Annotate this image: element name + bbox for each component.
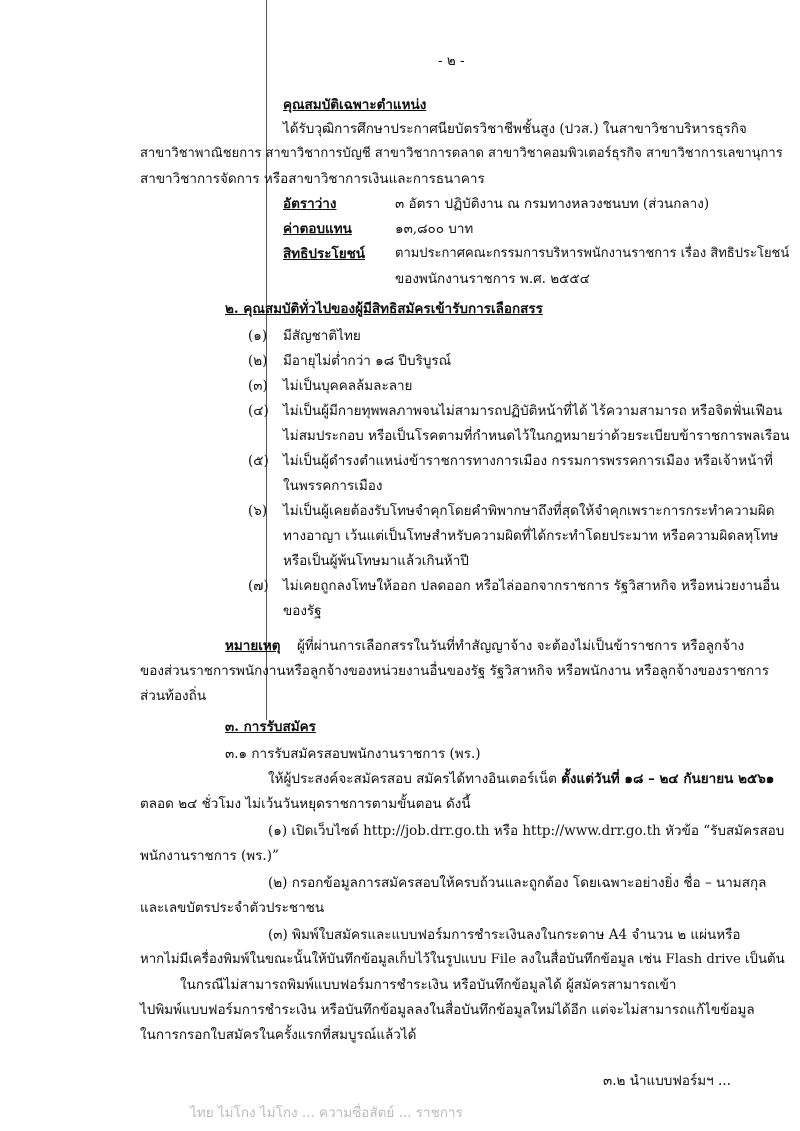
section2-heading: ๒. คุณสมบัติทั่วไปของผู้มีสิทธิสมัครเข้ารับการเลือกสรร [225,301,543,317]
item-6-text-2: ทางอาญา เว้นแต่เป็นโทษสำหรับความผิดที่ได้กระทำโดยประมาท หรือความผิดลหุโทษ [283,528,779,544]
benefits-value: ตามประกาศคณะกรรมการบริหารพนักงานราชการ เรื่อง สิทธิประโยชน์ [395,246,790,261]
item-7-num: (๗) [248,578,269,594]
step-1-line-2: พนักงานราชการ (พร.)” [140,848,279,864]
item-7-text-2: ของรัฐ [283,603,322,619]
qualifications-line-1: ได้รับวุฒิการศึกษาประกาศนียบัตรวิชาชีพชั้นสูง (ปวส.) ในสาขาวิชาบริหารธุรกิจ [283,121,747,137]
application-dates: ตั้งแต่วันที่ ๑๘ – ๒๔ กันยายน ๒๕๖๑ [561,771,775,787]
item-5-text-1: ไม่เป็นผู้ดำรงตำแหน่งข้าราชการทางการเมือง กรรมการพรรคการเมือง หรือเจ้าหน้าที่ [283,453,773,469]
continuation-text: ๓.๒ นำแบบฟอร์มฯ ... [603,1073,731,1089]
step-3-line-3: ในกรณีไม่สามารถพิมพ์แบบฟอร์มการชำระเงิน หรือบันทึกข้อมูลได้ ผู้สมัครสามารถเข้า [180,977,677,993]
step-3-line-1: (๓) พิมพ์ใบสมัครและแบบฟอร์มการชำระเงินลงในกระดาษ A4 จำนวน ๒ แผ่นหรือ [268,927,741,943]
item-1-num: (๑) [248,328,268,344]
item-5-text-2: ในพรรคการเมือง [283,478,383,494]
item-6-num: (๖) [248,503,268,519]
step-2-line-2: และเลขบัตรประจำตัวประชาชน [140,900,325,916]
faded-footer: ไทย ไม่โกง ไม่โกง ... ความซื่อสัตย์ ... ราชการ [190,1105,463,1121]
qualifications-line-3: สาขาวิชาการจัดการ หรือสาขาวิชาการเงินและการธนาคาร [140,171,485,187]
item-3-text: ไม่เป็นบุคคลล้มละลาย [283,378,413,394]
item-2-text: มีอายุไม่ต่ำกว่า ๑๘ ปีบริบูรณ์ [283,353,452,369]
section3-intro-1 [268,770,774,788]
item-6-text-3: หรือเป็นผู้พ้นโทษมาแล้วเกินห้าปี [283,553,469,569]
note-label: หมายเหตุ [225,638,281,654]
item-7-text-1: ไม่เคยถูกลงโทษให้ออก ปลดออก หรือไล่ออกจากราชการ รัฐวิสาหกิจ หรือหน่วยงานอื่น [283,578,780,594]
section3-intro-2: ตลอด ๒๔ ชั่วโมง ไม่เว้นวันหยุดราชการตามขั้นตอน ดังนี้ [140,796,471,812]
compensation-label: ค่าตอบแทน [283,221,352,237]
item-3-num: (๓) [248,378,268,394]
section3-heading: ๓. การรับสมัคร [225,719,316,735]
item-6-text-1: ไม่เป็นผู้เคยต้องรับโทษจำคุกโดยคำพิพากษาถึงที่สุดให้จำคุกเพราะการกระทำความผิด [283,503,775,519]
vacancy-value: ๓ อัตรา ปฏิบัติงาน ณ กรมทางหลวงชนบท (ส่วนกลาง) [395,196,710,212]
step-3-line-4: ไปพิมพ์แบบฟอร์มการชำระเงิน หรือบันทึกข้อมูลลงในสื่อบันทึกข้อมูลใหม่ได้อีก แต่จะไม่สามารถแก้ไขข้อมูล [140,1002,755,1018]
page-number: - ๒ - [438,53,465,69]
benefits-value-cont: ของพนักงานราชการ พ.ศ. ๒๕๕๔ [395,271,590,287]
item-4-text-1: ไม่เป็นผู้มีกายทุพพลภาพจนไม่สามารถปฏิบัติหน้าที่ได้ ไร้ความสามารถ หรือจิตฟั่นเฟือน [283,403,783,419]
item-1-text: มีสัญชาติไทย [283,328,361,344]
note-line-3: ส่วนท้องถิ่น [140,688,207,704]
vacancy-label: อัตราว่าง [283,196,337,212]
section3-sub1: ๓.๑ การรับสมัครสอบพนักงานราชการ (พร.) [225,746,481,762]
benefits-label: สิทธิประโยชน์ [283,246,366,262]
item-2-num: (๒) [248,353,268,369]
item-4-num: (๔) [248,403,269,419]
step-2-line-1: (๒) กรอกข้อมูลการสมัครสอบให้ครบถ้วนและถูกต้อง โดยเฉพาะอย่างยิ่ง ชื่อ – นามสกุล [268,875,767,891]
compensation-value: ๑๓,๘๐๐ บาท [395,221,474,237]
step-3-line-5: ในการกรอกใบสมัครในครั้งแรกที่สมบูรณ์แล้วได้ [140,1027,417,1043]
qualifications-line-2: สาขาวิชาพาณิชยการ สาขาวิชาการบัญชี สาขาวิชาการตลาด สาขาวิชาคอมพิวเตอร์ธุรกิจ สาขาวิชาการเลขานุการ [140,146,783,161]
item-5-num: (๕) [248,453,269,469]
note-line-1: ผู้ที่ผ่านการเลือกสรรในวันที่ทำสัญญาจ้าง จะต้องไม่เป็นข้าราชการ หรือลูกจ้าง [297,638,745,654]
step-1-line-1: (๑) เปิดเว็บไซต์ http://job.drr.go.th หรือ http://www.drr.go.th หัวข้อ “รับสมัครสอบ [268,823,785,839]
note-line-2: ของส่วนราชการพนักงานหรือลูกจ้างของหน่วยงานอื่นของรัฐ รัฐวิสาหกิจ หรือพนักงาน หรือลูกจ้างของราชการ [140,663,770,679]
item-4-text-2: ไม่สมประกอบ หรือเป็นโรคตามที่กำหนดไว้ในกฎหมายว่าด้วยระเบียบข้าราชการพลเรือน [283,428,790,444]
qualifications-heading: คุณสมบัติเฉพาะตำแหน่ง [283,97,427,113]
step-3-line-2: หากไม่มีเครื่องพิมพ์ในขณะนั้นให้บันทึกข้อมูลเก็บไว้ในรูปแบบ File ลงในสื่อบันทึกข้อมูล เช่น Flash drive เป็นต้น [140,952,785,967]
intro-text: ให้ผู้ประสงค์จะสมัครสอบ สมัครได้ทางอินเตอร์เน็ต [268,771,557,787]
